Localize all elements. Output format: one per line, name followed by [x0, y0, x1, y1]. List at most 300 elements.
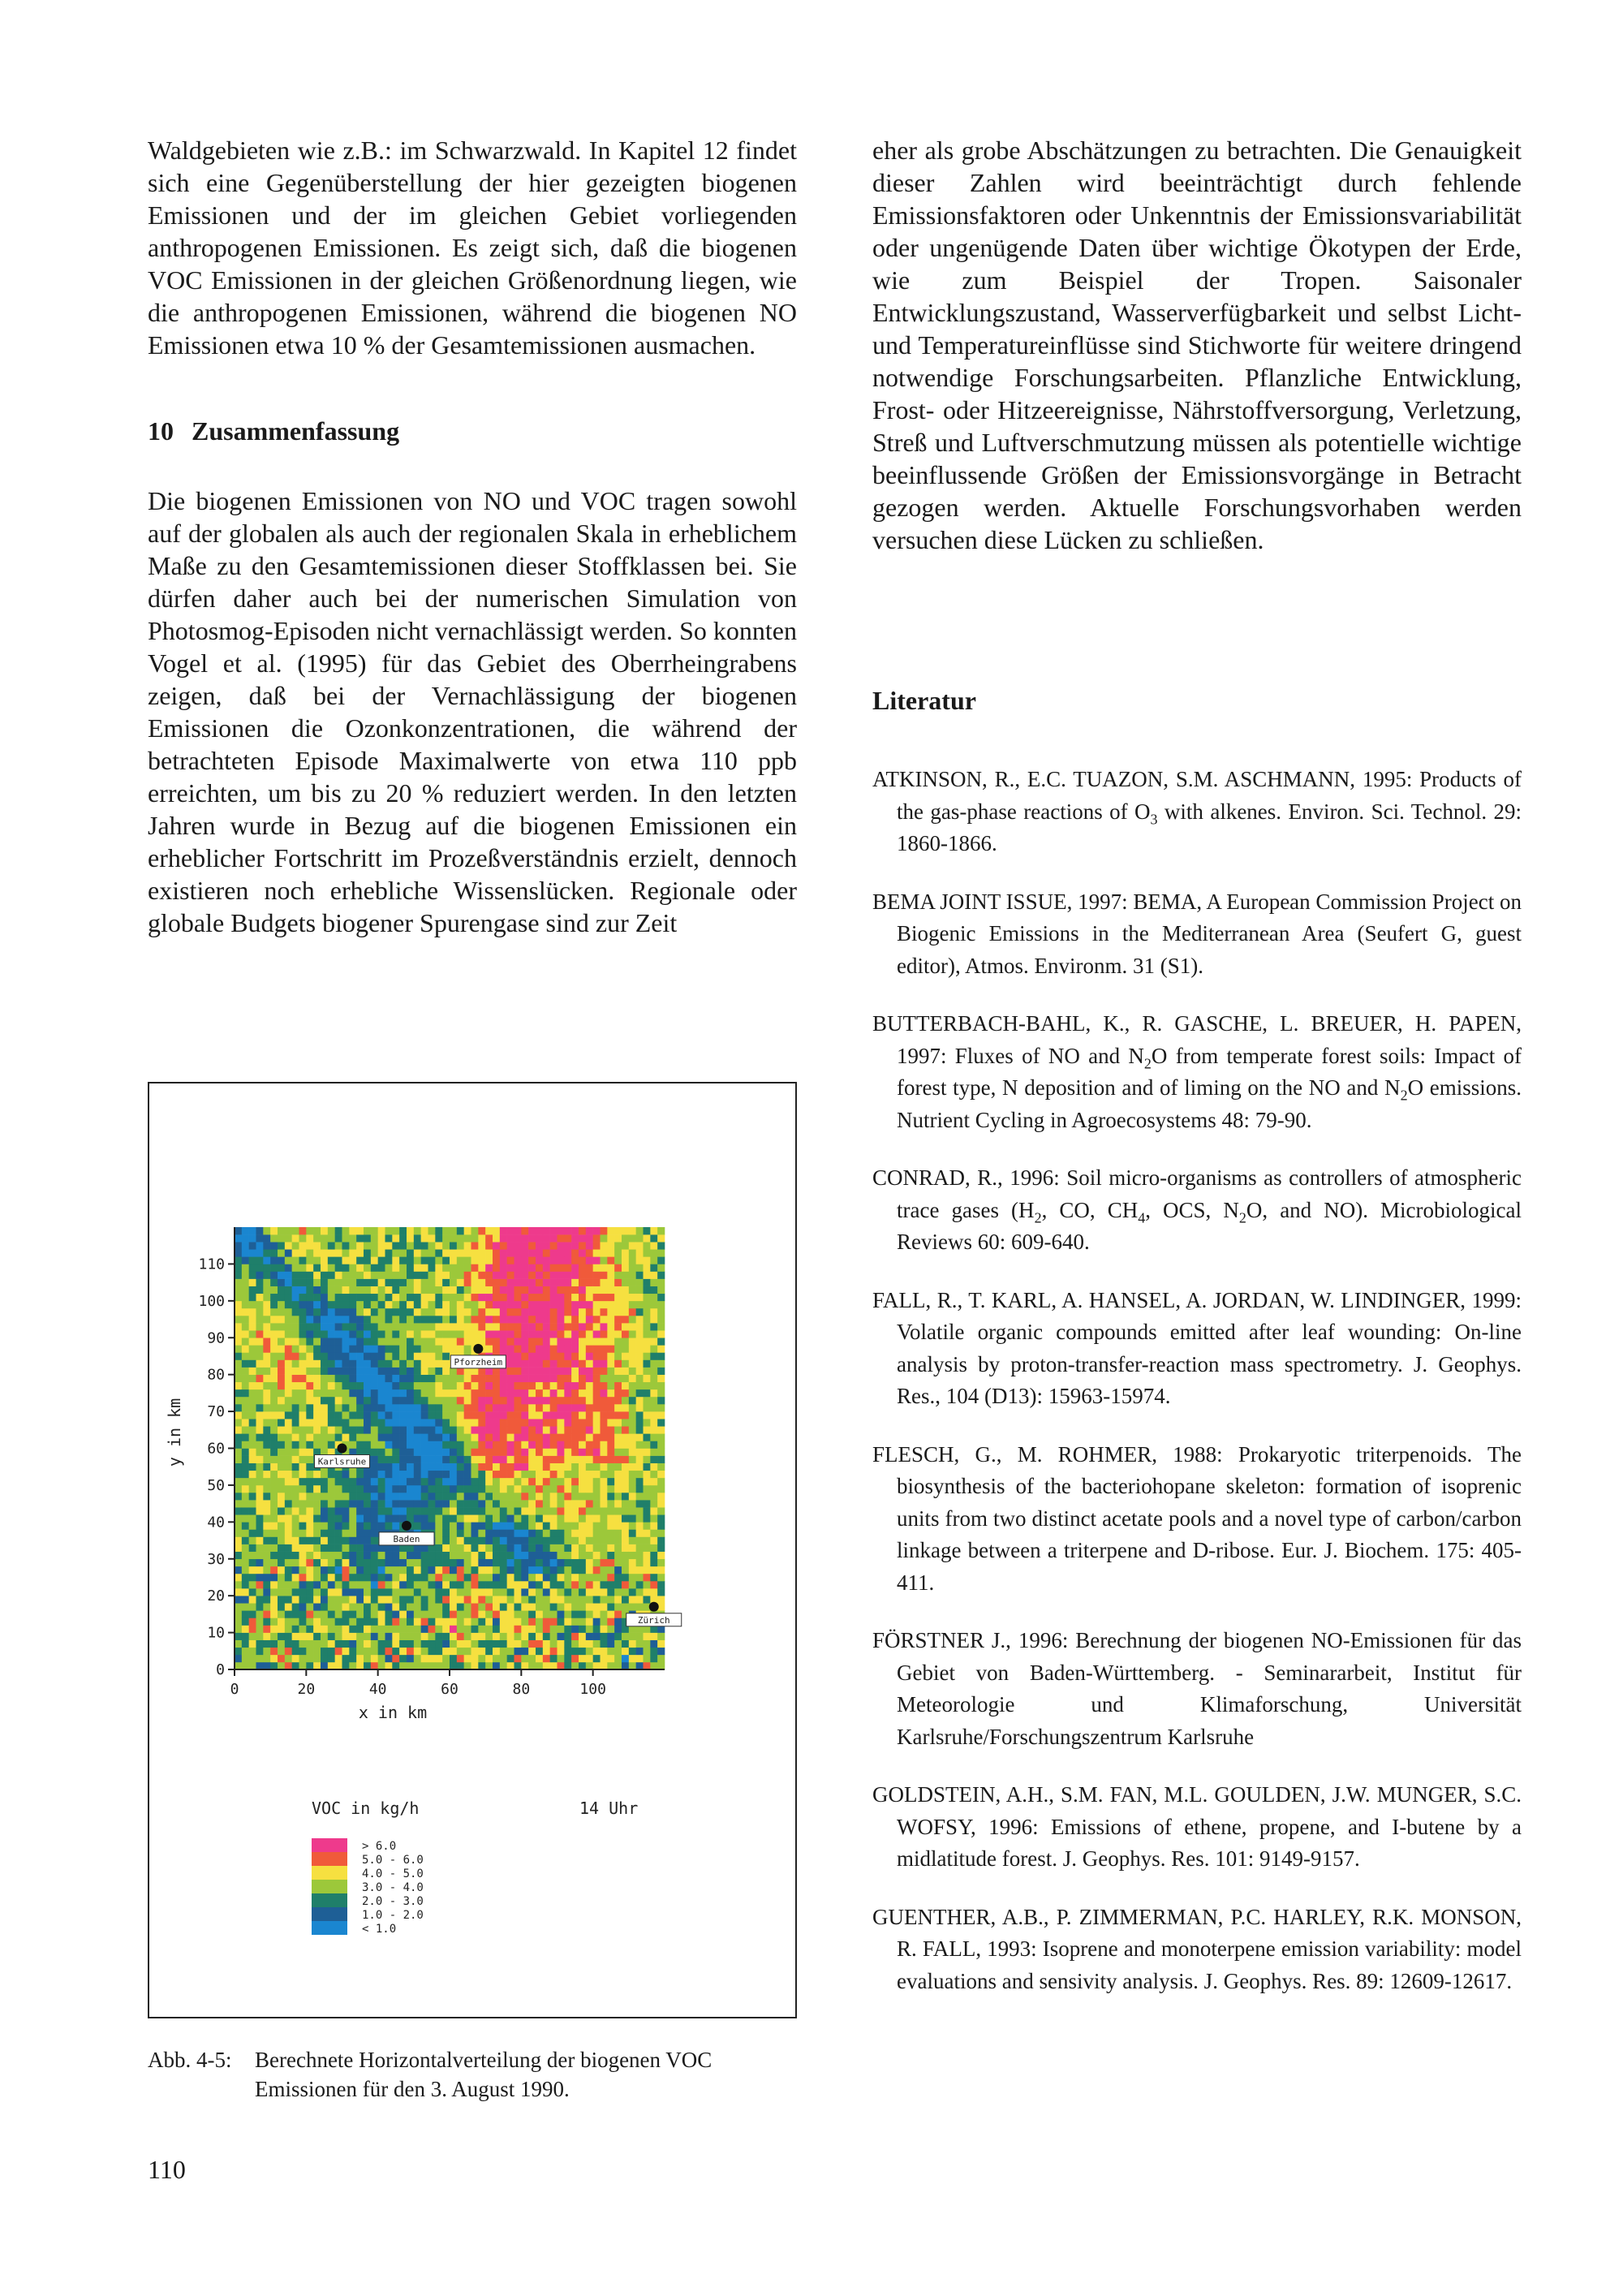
- heatmap-cell: [450, 1544, 457, 1552]
- heatmap-cell: [514, 1227, 522, 1234]
- heatmap-cell: [378, 1559, 385, 1566]
- heatmap-cell: [342, 1419, 350, 1426]
- heatmap-cell: [292, 1655, 299, 1662]
- heatmap-cell: [328, 1596, 335, 1603]
- heatmap-cell: [364, 1485, 371, 1493]
- heatmap-cell: [593, 1449, 601, 1456]
- heatmap-cell: [636, 1308, 644, 1316]
- heatmap-cell: [571, 1411, 579, 1419]
- heatmap-cell: [292, 1389, 299, 1397]
- heatmap-cell: [536, 1352, 543, 1359]
- heatmap-cell: [256, 1610, 264, 1618]
- heatmap-cell: [478, 1493, 485, 1500]
- heatmap-cell: [263, 1471, 270, 1478]
- heatmap-cell: [392, 1640, 399, 1648]
- heatmap-cell: [292, 1463, 299, 1471]
- heatmap-cell: [601, 1338, 608, 1345]
- heatmap-cell: [493, 1544, 500, 1552]
- heatmap-cell: [550, 1581, 558, 1588]
- heatmap-cell: [636, 1249, 644, 1256]
- heatmap-cell: [292, 1433, 299, 1441]
- heatmap-cell: [629, 1640, 636, 1648]
- heatmap-cell: [342, 1389, 350, 1397]
- heatmap-cell: [414, 1603, 421, 1610]
- heatmap-cell: [500, 1389, 507, 1397]
- heatmap-cell: [478, 1500, 485, 1507]
- heatmap-cell: [242, 1316, 249, 1323]
- heatmap-cell: [285, 1500, 292, 1507]
- heatmap-cell: [249, 1662, 256, 1669]
- heatmap-cell: [321, 1544, 328, 1552]
- heatmap-cell: [558, 1404, 565, 1411]
- heatmap-cell: [270, 1323, 278, 1330]
- heatmap-cell: [392, 1338, 399, 1345]
- heatmap-cell: [256, 1581, 264, 1588]
- heatmap-cell: [285, 1441, 292, 1448]
- heatmap-cell: [335, 1227, 342, 1234]
- heatmap-cell: [471, 1500, 479, 1507]
- heatmap-cell: [657, 1662, 665, 1669]
- heatmap-cell: [313, 1529, 321, 1536]
- heatmap-cell: [414, 1662, 421, 1669]
- heatmap-cell: [364, 1352, 371, 1359]
- heatmap-cell: [521, 1338, 528, 1345]
- heatmap-cell: [464, 1478, 471, 1485]
- heatmap-cell: [414, 1426, 421, 1433]
- right-column: [872, 134, 1522, 2023]
- heatmap-cell: [601, 1552, 608, 1559]
- heatmap-cell: [321, 1375, 328, 1382]
- heatmap-cell: [471, 1308, 479, 1316]
- heatmap-cell: [636, 1397, 644, 1404]
- heatmap-cell: [536, 1227, 543, 1234]
- heatmap-cell: [514, 1352, 522, 1359]
- heatmap-cell: [292, 1618, 299, 1625]
- heatmap-cell: [601, 1463, 608, 1471]
- heatmap-cell: [478, 1234, 485, 1242]
- heatmap-cell: [256, 1522, 264, 1529]
- heatmap-cell: [435, 1352, 442, 1359]
- heatmap-cell: [543, 1352, 550, 1359]
- x-tick-label: 100: [579, 1681, 606, 1698]
- heatmap-cell: [558, 1626, 565, 1633]
- heatmap-cell: [457, 1574, 464, 1581]
- heatmap-cell: [364, 1662, 371, 1669]
- legend-swatch: [312, 1893, 347, 1907]
- heatmap-cell: [256, 1500, 264, 1507]
- heatmap-cell: [586, 1419, 593, 1426]
- heatmap-cell: [349, 1426, 356, 1433]
- heatmap-cell: [256, 1352, 264, 1359]
- heatmap-cell: [464, 1234, 471, 1242]
- heatmap-cell: [392, 1626, 399, 1633]
- heatmap-cell: [558, 1640, 565, 1648]
- heatmap-cell: [414, 1514, 421, 1522]
- heatmap-cell: [478, 1441, 485, 1448]
- heatmap-cell: [528, 1294, 536, 1301]
- heatmap-cell: [593, 1294, 601, 1301]
- heatmap-cell: [571, 1514, 579, 1522]
- heatmap-cell: [450, 1441, 457, 1448]
- x-tick-label: 0: [230, 1681, 239, 1698]
- heatmap-cell: [478, 1308, 485, 1316]
- heatmap-cell: [235, 1640, 242, 1648]
- heatmap-cell: [521, 1279, 528, 1286]
- heatmap-cell: [428, 1397, 436, 1404]
- heatmap-cell: [378, 1433, 385, 1441]
- y-axis-label: y in km: [165, 1398, 184, 1467]
- heatmap-cell: [385, 1655, 393, 1662]
- heatmap-cell: [328, 1360, 335, 1368]
- heatmap-cell: [521, 1368, 528, 1375]
- heatmap-cell: [285, 1574, 292, 1581]
- heatmap-cell: [478, 1316, 485, 1323]
- heatmap-cell: [263, 1581, 270, 1588]
- heatmap-cell: [335, 1360, 342, 1368]
- city-label: Pforzheim: [454, 1356, 503, 1368]
- heatmap-cell: [378, 1227, 385, 1234]
- heatmap-cell: [471, 1397, 479, 1404]
- heatmap-cell: [385, 1441, 393, 1448]
- heatmap-cell: [593, 1426, 601, 1433]
- heatmap-cell: [435, 1279, 442, 1286]
- legend-swatch: [312, 1880, 347, 1893]
- heatmap-cell: [543, 1633, 550, 1640]
- heatmap-cell: [263, 1493, 270, 1500]
- heatmap-cell: [421, 1308, 428, 1316]
- heatmap-cell: [285, 1264, 292, 1271]
- heatmap-cell: [313, 1345, 321, 1352]
- heatmap-cell: [235, 1463, 242, 1471]
- heatmap-cell: [242, 1648, 249, 1655]
- heatmap-cell: [536, 1596, 543, 1603]
- heatmap-cell: [593, 1279, 601, 1286]
- heatmap-cell: [435, 1618, 442, 1625]
- heatmap-cell: [378, 1323, 385, 1330]
- heatmap-cell: [270, 1640, 278, 1648]
- heatmap-cell: [607, 1382, 614, 1389]
- heatmap-cells: [235, 1227, 665, 1669]
- heatmap-cell: [270, 1352, 278, 1359]
- heatmap-cell: [450, 1286, 457, 1294]
- heatmap-cell: [385, 1626, 393, 1633]
- heatmap-cell: [364, 1316, 371, 1323]
- heatmap-cell: [385, 1433, 393, 1441]
- heatmap-cell: [299, 1507, 307, 1514]
- heatmap-cell: [550, 1234, 558, 1242]
- heatmap-cell: [629, 1294, 636, 1301]
- heatmap-cell: [571, 1360, 579, 1368]
- heatmap-cell: [514, 1610, 522, 1618]
- heatmap-cell: [256, 1345, 264, 1352]
- heatmap-cell: [278, 1360, 285, 1368]
- heatmap-cell: [614, 1640, 622, 1648]
- heatmap-cell: [601, 1559, 608, 1566]
- heatmap-cell: [485, 1330, 493, 1338]
- heatmap-cell: [636, 1493, 644, 1500]
- heatmap-cell: [306, 1566, 313, 1574]
- heatmap-cell: [328, 1375, 335, 1382]
- heatmap-cell: [500, 1566, 507, 1574]
- heatmap-cell: [321, 1323, 328, 1330]
- heatmap-cell: [464, 1419, 471, 1426]
- heatmap-cell: [622, 1603, 629, 1610]
- heatmap-cell: [349, 1264, 356, 1271]
- heatmap-cell: [528, 1375, 536, 1382]
- heatmap-cell: [579, 1264, 586, 1271]
- heatmap-cell: [571, 1433, 579, 1441]
- heatmap-cell: [328, 1419, 335, 1426]
- heatmap-cell: [378, 1301, 385, 1308]
- heatmap-cell: [435, 1574, 442, 1581]
- heatmap-cell: [464, 1301, 471, 1308]
- heatmap-cell: [399, 1478, 407, 1485]
- heatmap-cell: [543, 1522, 550, 1529]
- heatmap-cell: [586, 1500, 593, 1507]
- heatmap-cell: [256, 1360, 264, 1368]
- heatmap-cell: [335, 1493, 342, 1500]
- heatmap-cell: [335, 1242, 342, 1249]
- heatmap-cell: [514, 1478, 522, 1485]
- heatmap-cell: [622, 1286, 629, 1294]
- heatmap-cell: [321, 1493, 328, 1500]
- heatmap-cell: [399, 1404, 407, 1411]
- heatmap-cell: [593, 1648, 601, 1655]
- heatmap-cell: [657, 1633, 665, 1640]
- heatmap-cell: [543, 1596, 550, 1603]
- heatmap-cell: [407, 1581, 414, 1588]
- heatmap-cell: [278, 1411, 285, 1419]
- legend-title: VOC in kg/h: [312, 1798, 420, 1818]
- heatmap-cell: [607, 1618, 614, 1625]
- heatmap-cell: [335, 1256, 342, 1264]
- heatmap-cell: [500, 1529, 507, 1536]
- heatmap-cell: [614, 1537, 622, 1544]
- heatmap-cell: [285, 1272, 292, 1279]
- heatmap-cell: [507, 1456, 514, 1463]
- heatmap-cell: [650, 1323, 657, 1330]
- heatmap-cell: [500, 1286, 507, 1294]
- heatmap-cell: [564, 1633, 571, 1640]
- heatmap-cell: [571, 1566, 579, 1574]
- heatmap-cell: [421, 1338, 428, 1345]
- heatmap-cell: [500, 1522, 507, 1529]
- heatmap-cell: [521, 1544, 528, 1552]
- heatmap-cell: [407, 1279, 414, 1286]
- heatmap-cell: [650, 1330, 657, 1338]
- heatmap-cell: [349, 1655, 356, 1662]
- heatmap-cell: [485, 1478, 493, 1485]
- heatmap-cell: [521, 1640, 528, 1648]
- heatmap-cell: [636, 1662, 644, 1669]
- heatmap-cell: [392, 1522, 399, 1529]
- heatmap-cell: [601, 1596, 608, 1603]
- heatmap-cell: [514, 1471, 522, 1478]
- heatmap-cell: [650, 1426, 657, 1433]
- heatmap-cell: [579, 1449, 586, 1456]
- heatmap-cell: [558, 1552, 565, 1559]
- heatmap-cell: [435, 1471, 442, 1478]
- heatmap-cell: [536, 1294, 543, 1301]
- heatmap-cell: [270, 1404, 278, 1411]
- heatmap-cell: [414, 1581, 421, 1588]
- heatmap-cell: [256, 1441, 264, 1448]
- heatmap-cell: [356, 1574, 364, 1581]
- heatmap-cell: [342, 1397, 350, 1404]
- heatmap-cell: [378, 1507, 385, 1514]
- heatmap-cell: [514, 1389, 522, 1397]
- heatmap-cell: [278, 1566, 285, 1574]
- heatmap-cell: [421, 1648, 428, 1655]
- heatmap-cell: [514, 1433, 522, 1441]
- heatmap-cell: [285, 1626, 292, 1633]
- heatmap-cell: [607, 1294, 614, 1301]
- heatmap-cell: [292, 1234, 299, 1242]
- heatmap-cell: [313, 1426, 321, 1433]
- heatmap-cell: [421, 1493, 428, 1500]
- heatmap-cell: [242, 1596, 249, 1603]
- heatmap-cell: [378, 1478, 385, 1485]
- heatmap-cell: [644, 1640, 651, 1648]
- heatmap-cell: [442, 1294, 450, 1301]
- heatmap-cell: [650, 1485, 657, 1493]
- heatmap-cell: [607, 1360, 614, 1368]
- heatmap-cell: [650, 1264, 657, 1271]
- heatmap-cell: [586, 1308, 593, 1316]
- heatmap-cell: [371, 1537, 378, 1544]
- heatmap-cell: [514, 1375, 522, 1382]
- heatmap-cell: [349, 1507, 356, 1514]
- heatmap-cell: [607, 1493, 614, 1500]
- heatmap-cell: [564, 1316, 571, 1323]
- heatmap-cell: [270, 1626, 278, 1633]
- heatmap-cell: [607, 1433, 614, 1441]
- heatmap-cell: [629, 1330, 636, 1338]
- heatmap-cell: [650, 1404, 657, 1411]
- heatmap-cell: [399, 1272, 407, 1279]
- heatmap-cell: [614, 1330, 622, 1338]
- heatmap-cell: [392, 1566, 399, 1574]
- heatmap-cell: [385, 1323, 393, 1330]
- heatmap-cell: [421, 1485, 428, 1493]
- heatmap-cell: [242, 1559, 249, 1566]
- heatmap-cell: [263, 1603, 270, 1610]
- heatmap-cell: [321, 1574, 328, 1581]
- heatmap-cell: [478, 1264, 485, 1271]
- heatmap-cell: [328, 1633, 335, 1640]
- heatmap-cell: [378, 1648, 385, 1655]
- heatmap-cell: [500, 1264, 507, 1271]
- heatmap-cell: [263, 1294, 270, 1301]
- heatmap-cell: [378, 1264, 385, 1271]
- heatmap-cell: [507, 1352, 514, 1359]
- heatmap-cell: [256, 1626, 264, 1633]
- heatmap-cell: [235, 1485, 242, 1493]
- heatmap-cell: [507, 1522, 514, 1529]
- heatmap-cell: [586, 1522, 593, 1529]
- heatmap-cell: [328, 1485, 335, 1493]
- heatmap-cell: [464, 1426, 471, 1433]
- heatmap-cell: [385, 1640, 393, 1648]
- heatmap-cell: [614, 1352, 622, 1359]
- heatmap-cell: [263, 1596, 270, 1603]
- heatmap-cell: [650, 1360, 657, 1368]
- heatmap-cell: [514, 1441, 522, 1448]
- heatmap-cell: [564, 1640, 571, 1648]
- heatmap-cell: [299, 1294, 307, 1301]
- heatmap-cell: [614, 1368, 622, 1375]
- heatmap-cell: [622, 1330, 629, 1338]
- heatmap-cell: [235, 1256, 242, 1264]
- heatmap-cell: [364, 1272, 371, 1279]
- heatmap-cell: [629, 1485, 636, 1493]
- heatmap-cell: [385, 1514, 393, 1522]
- heatmap-cell: [263, 1249, 270, 1256]
- heatmap-cell: [521, 1648, 528, 1655]
- heatmap-cell: [414, 1566, 421, 1574]
- heatmap-cell: [586, 1471, 593, 1478]
- heatmap-cell: [299, 1234, 307, 1242]
- heatmap-cell: [464, 1242, 471, 1249]
- heatmap-cell: [550, 1272, 558, 1279]
- heatmap-cell: [500, 1227, 507, 1234]
- heatmap-cell: [601, 1397, 608, 1404]
- heatmap-cell: [292, 1382, 299, 1389]
- heatmap-cell: [270, 1249, 278, 1256]
- heatmap-cell: [342, 1279, 350, 1286]
- heatmap-cell: [528, 1397, 536, 1404]
- heatmap-cell: [235, 1316, 242, 1323]
- heatmap-cell: [607, 1397, 614, 1404]
- heatmap-cell: [263, 1323, 270, 1330]
- heatmap-cell: [299, 1316, 307, 1323]
- heatmap-cell: [622, 1389, 629, 1397]
- heatmap-cell: [421, 1478, 428, 1485]
- heatmap-cell: [442, 1514, 450, 1522]
- heatmap-cell: [306, 1242, 313, 1249]
- heatmap-cell: [464, 1308, 471, 1316]
- heatmap-cell: [306, 1478, 313, 1485]
- heatmap-cell: [636, 1338, 644, 1345]
- heatmap-cell: [471, 1507, 479, 1514]
- heatmap-cell: [328, 1441, 335, 1448]
- heatmap-cell: [235, 1308, 242, 1316]
- heatmap-cell: [392, 1375, 399, 1382]
- section-title: Zusammenfassung: [192, 416, 400, 446]
- heatmap-cell: [299, 1227, 307, 1234]
- heatmap-cell: [313, 1323, 321, 1330]
- heatmap-cell: [256, 1463, 264, 1471]
- heatmap-cell: [644, 1449, 651, 1456]
- heatmap-cell: [579, 1566, 586, 1574]
- heatmap-cell: [478, 1471, 485, 1478]
- heatmap-cell: [378, 1514, 385, 1522]
- heatmap-cell: [478, 1507, 485, 1514]
- heatmap-cell: [650, 1493, 657, 1500]
- heatmap-cell: [507, 1433, 514, 1441]
- heatmap-cell: [457, 1485, 464, 1493]
- heatmap-cell: [550, 1368, 558, 1375]
- heatmap-cell: [657, 1404, 665, 1411]
- heatmap-cell: [349, 1574, 356, 1581]
- heatmap-cell: [407, 1338, 414, 1345]
- heatmap-cell: [614, 1522, 622, 1529]
- heatmap-cell: [328, 1648, 335, 1655]
- heatmap-cell: [629, 1596, 636, 1603]
- heatmap-cell: [414, 1419, 421, 1426]
- heatmap-cell: [421, 1559, 428, 1566]
- heatmap-cell: [650, 1449, 657, 1456]
